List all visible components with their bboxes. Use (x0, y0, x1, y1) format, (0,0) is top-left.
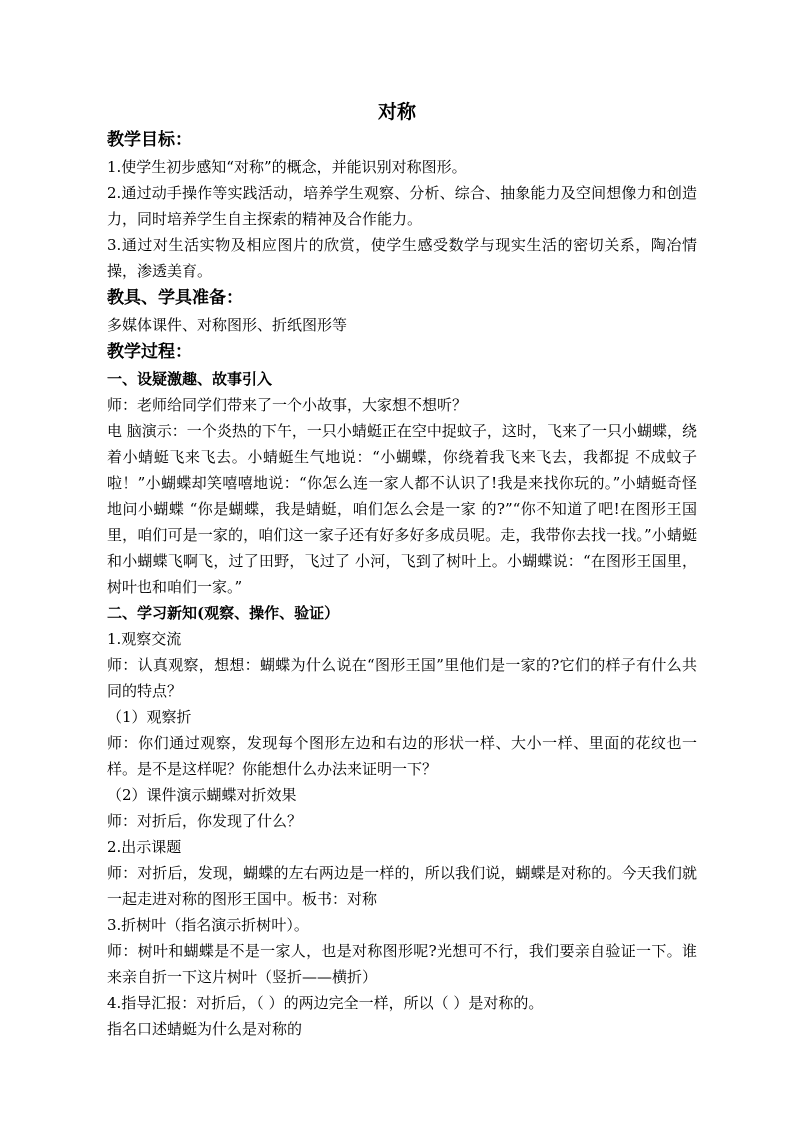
process-heading: 教学过程： (107, 342, 192, 362)
paragraph: 师：对折后，你发现了什么？ (107, 812, 303, 830)
paragraph: 师：对折后，发现，蝴蝶的左右两边是一样的，所以我们说，蝴蝶是对称的。今天我们就一起走进对称的图形王国中。板书：对称 (107, 864, 697, 908)
paragraph: 师：树叶和蝴蝶是不是一家人，也是对称图形呢?光想可不行，我们要亲自验证一下。谁来亲自折一下这片树叶（竖折——横折） (107, 942, 697, 986)
paragraph: （2）课件演示蝴蝶对折效果 (107, 786, 297, 804)
paragraph: 电 脑演示：一个炎热的下午，一只小蜻蜓正在空中捉蚊子，这时，飞来了一只小蝴蝶，绕着小蜻蜓飞来飞去。小蜻蜓生气地说：“小蝴蝶，你绕着我飞来飞去，我都捉 不成蚊子啦！”小蝴蝶却笑嘻嘻地说：“你怎么连一家人都不认识了!我是来找你玩的。”小蜻蜓奇怪地问小蝴蝶 “你是蝴蝶，我是蜻蜓，咱们怎么会是一家 的?”“你不知道了吧!在图形王国里，咱们可是一家的，咱们这一家子还有好多好多成员呢。走，我带你去找一找。”小蜻蜓和小蝴蝶飞啊飞，过了田野，飞过了 小河，飞到了树叶上。小蝴蝶说：“在图形王国里，树叶也和咱们一家。” (107, 422, 697, 596)
document-body (107, 126, 697, 1042)
paragraph: 指名口述蜻蜓为什么是对称的 (107, 1020, 303, 1038)
part2-heading: 二、学习新知(观察、操作、验证） (107, 604, 340, 622)
paragraph: 2.出示课题 (107, 838, 182, 856)
goal-item: 1.使学生初步感知“对称”的概念，并能识别对称图形。 (107, 158, 467, 176)
paragraph: 师：老师给同学们带来了一个小故事，大家想不想听？ (107, 396, 468, 414)
goal-item: 3.通过对生活实物及相应图片的欣赏，使学生感受数学与现实生活的密切关系，陶冶情操，渗透美育。 (107, 236, 697, 280)
tools-heading: 教具、学具准备： (107, 288, 243, 308)
page-title: 对称 (377, 101, 416, 123)
tools-text: 多媒体课件、对称图形、折纸图形等 (107, 316, 348, 334)
paragraph: 师：你们通过观察，发现每个图形左边和右边的形状一样、大小一样、里面的花纹也一样。是不是这样呢？你能想什么办法来证明一下？ (107, 734, 697, 778)
part1-heading: 一、设疑激趣、故事引入 (107, 370, 273, 388)
goal-item: 2.通过动手操作等实践活动，培养学生观察、分析、综合、抽象能力及空间想像力和创造力，同时培养学生自主探索的精神及合作能力。 (107, 184, 697, 228)
paragraph: 3.折树叶（指名演示折树叶）。 (107, 916, 309, 934)
paragraph: 4.指导汇报：对折后，（ ）的两边完全一样，所以（ ）是对称的。 (107, 994, 544, 1012)
paragraph: （1）观察折 (107, 708, 192, 726)
goals-heading: 教学目标： (107, 130, 192, 150)
paragraph: 师：认真观察，想想：蝴蝶为什么说在“图形王国”里他们是一家的?它们的样子有什么共同的特点？ (107, 656, 697, 700)
paragraph: 1.观察交流 (107, 630, 182, 648)
